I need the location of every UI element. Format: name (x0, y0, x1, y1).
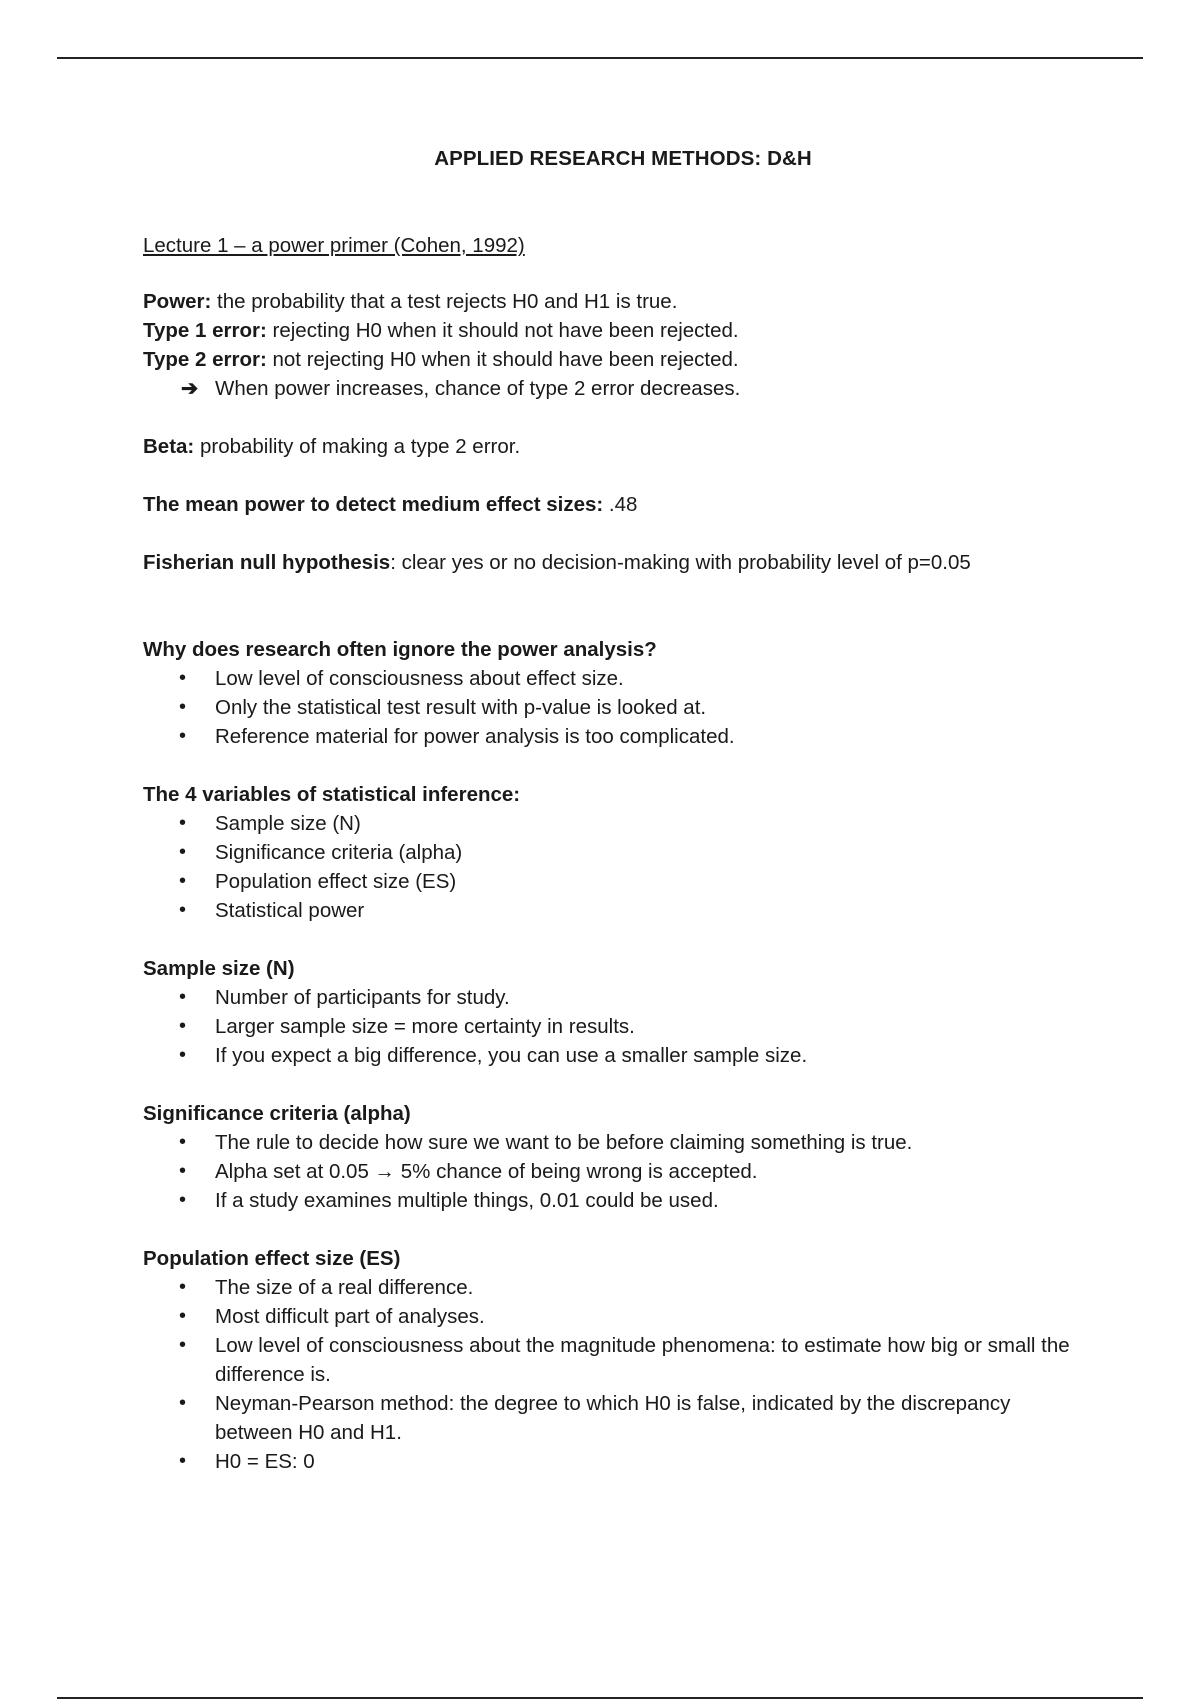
definition-term: The mean power to detect medium effect sizes: (143, 493, 604, 516)
bullet-icon: • (179, 841, 187, 863)
list-item: • The size of a real difference. (143, 1273, 1083, 1302)
section-heading-ignore-power: Why does research often ignore the power analysis? (143, 638, 657, 661)
definition-power (143, 287, 1083, 316)
definition-text: rejecting H0 when it should not have been rejected. (266, 319, 739, 342)
page-body (143, 144, 1083, 1476)
list-item: • Only the statistical test result with p-value is looked at. (143, 693, 1083, 722)
definition-text: .48 (603, 493, 638, 516)
bullet-icon: • (179, 1160, 187, 1182)
definition-term: Power: (143, 290, 212, 313)
bullet-icon: • (179, 1450, 187, 1472)
section-heading-significance: Significance criteria (alpha) (143, 1102, 411, 1125)
list-item: • Sample size (N) (143, 809, 1083, 838)
list-item: • Number of participants for study. (143, 983, 1083, 1012)
definition-text: not rejecting H0 when it should have been rejected. (266, 348, 739, 371)
section-heading-effect-size: Population effect size (ES) (143, 1247, 401, 1270)
list-item: • Most difficult part of analyses. (143, 1302, 1083, 1331)
list-item: • Larger sample size = more certainty in results. (143, 1012, 1083, 1041)
power-arrow-note (143, 374, 1083, 403)
bullet-list-sample-size (143, 983, 1083, 1070)
bullet-icon: • (179, 1015, 187, 1037)
definition-fisherian (143, 548, 1083, 577)
list-item: • Neyman-Pearson method: the degree to which H0 is false, indicated by the discrepancy between H0 and H1. (143, 1389, 1083, 1447)
bullet-icon: • (179, 986, 187, 1008)
list-item: • Statistical power (143, 896, 1083, 925)
definition-mean-power (143, 490, 1083, 519)
bullet-icon: • (179, 696, 187, 718)
footer-rule (57, 1697, 1143, 1699)
bullet-icon: • (179, 812, 187, 834)
definition-text: the probability that a test rejects H0 and H1 is true. (211, 290, 678, 313)
header-rule (57, 57, 1143, 59)
list-item: • Reference material for power analysis is too complicated. (143, 722, 1083, 751)
list-item: • If a study examines multiple things, 0.01 could be used. (143, 1186, 1083, 1215)
bullet-icon: • (179, 1334, 187, 1356)
bullet-icon: • (179, 1131, 187, 1153)
list-item: • Alpha set at 0.05 → 5% chance of being wrong is accepted. (143, 1157, 1083, 1186)
definition-text: probability of making a type 2 error. (194, 435, 521, 458)
bullet-list-ignore-power (143, 664, 1083, 751)
definition-text: : clear yes or no decision-making with probability level of p=0.05 (390, 551, 971, 574)
list-item: • The rule to decide how sure we want to be before claiming something is true. (143, 1128, 1083, 1157)
lecture-heading: Lecture 1 – a power primer (Cohen, 1992) (143, 234, 525, 257)
definition-term: Beta: (143, 435, 195, 458)
bullet-list-significance (143, 1128, 1083, 1215)
list-item: • If you expect a big difference, you can use a smaller sample size. (143, 1041, 1083, 1070)
definition-term: Type 1 error: (143, 319, 267, 342)
definition-term: Fisherian null hypothesis (143, 551, 391, 574)
bullet-list-four-variables (143, 809, 1083, 925)
arrow-note-text: When power increases, chance of type 2 error decreases. (215, 377, 741, 400)
list-item: • H0 = ES: 0 (143, 1447, 1083, 1476)
section-heading-sample-size: Sample size (N) (143, 957, 295, 980)
definition-type2-error (143, 345, 1083, 374)
bullet-icon: • (179, 870, 187, 892)
section-heading-four-variables: The 4 variables of statistical inference: (143, 783, 521, 806)
bullet-icon: • (179, 1276, 187, 1298)
bullet-icon: • (179, 1305, 187, 1327)
list-item: • Low level of consciousness about the magnitude phenomena: to estimate how big or small the difference is. (143, 1331, 1083, 1389)
list-item: • Population effect size (ES) (143, 867, 1083, 896)
bullet-list-effect-size (143, 1273, 1083, 1476)
bullet-icon: • (179, 1189, 187, 1211)
definition-beta (143, 432, 1083, 461)
bullet-icon: • (179, 1044, 187, 1066)
document-title: APPLIED RESEARCH METHODS: D&H (434, 147, 812, 170)
bullet-icon: • (179, 667, 187, 689)
definition-term: Type 2 error: (143, 348, 267, 371)
bullet-icon: • (179, 1392, 187, 1414)
arrow-right-icon: ➔ (181, 377, 199, 400)
list-item: • Low level of consciousness about effect size. (143, 664, 1083, 693)
list-item: • Significance criteria (alpha) (143, 838, 1083, 867)
definition-type1-error (143, 316, 1083, 345)
bullet-icon: • (179, 899, 187, 921)
bullet-icon: • (179, 725, 187, 747)
